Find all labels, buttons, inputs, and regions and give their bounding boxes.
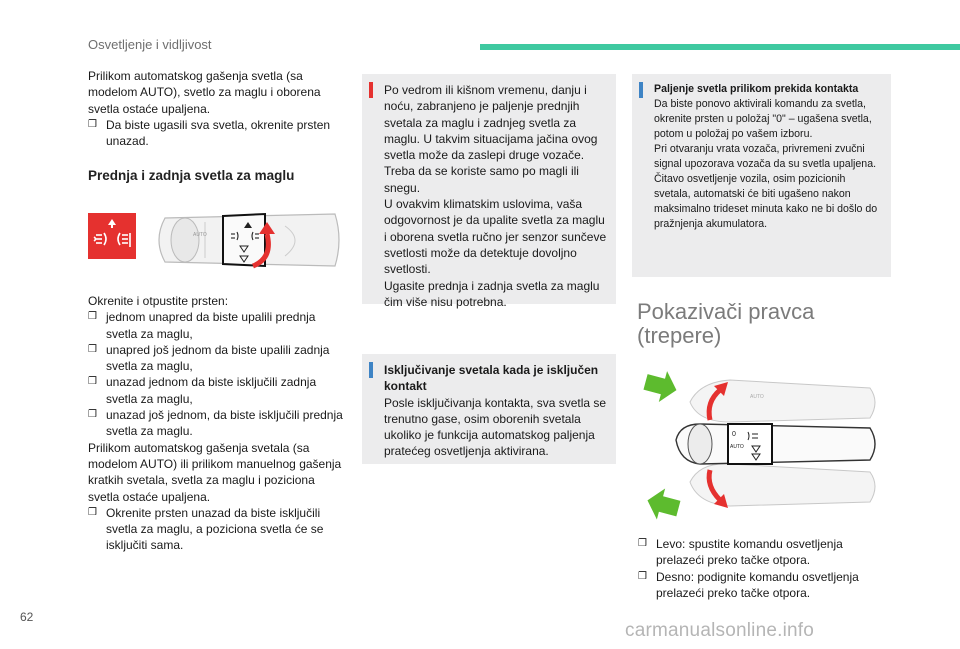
header-accent-bar <box>480 44 960 50</box>
list-item: ❒ jednom unapred da biste upalili prednja svetla za maglu, <box>88 309 346 342</box>
turn-signals-title: Pokazivači pravca (trepere) <box>637 299 815 348</box>
list-item: ❒ unazad još jednom, da biste isključili prednja svetla za maglu. <box>88 407 346 440</box>
stalk-zero-label: 0 <box>732 431 736 438</box>
intro-paragraph: Prilikom automatskog gašenja svetla (sa modelom AUTO), svetlo za maglu i oborena svetla ostaće upaljena. <box>88 69 321 116</box>
arrow-right-up-icon <box>643 366 681 404</box>
fog-lights-heading: Prednja i zadnja svetla za maglu <box>88 168 295 183</box>
info-title: Isključivanje svetala kada je isključen kontakt <box>384 363 599 394</box>
turn-signal-bullets <box>638 536 890 601</box>
arrow-left-down-icon <box>643 484 681 522</box>
fog-warning-box <box>362 74 616 309</box>
fog-off-bullet-list <box>88 505 346 554</box>
col1-turn-block <box>88 293 346 554</box>
stalk-auto-label: AUTO <box>750 394 764 400</box>
intro-bullet-list <box>88 117 346 150</box>
stalk-auto-label: AUTO <box>193 232 207 238</box>
section-header: Osvetljenje i vidljivost <box>88 37 212 52</box>
ignition-off-info-box <box>362 354 616 464</box>
auto-off-paragraph: Prilikom automatskog gašenja svetala (sa modelom AUTO) ili prilikom manuelnog gašenja kratkih svetala, svetla za maglu i poziciona svetla ostaće upaljena. <box>88 440 342 504</box>
info-text: Posle isključivanja kontakta, sva svetla se trenutno gase, osim oborenih svetala ukoliko je funkcija automatskog paljenja pratećeg osvetljenja aktivirana. <box>384 395 607 459</box>
list-item: ❒ Okrenite prsten unazad da biste isključili svetla za maglu, a poziciona svetla će se isključiti sama. <box>88 505 346 554</box>
fog-bullet-list <box>88 309 346 439</box>
list-item: ❒ unapred još jednom da biste upalili zadnja svetla za maglu, <box>88 342 346 375</box>
info-title: Paljenje svetla prilikom prekida kontakta <box>654 83 859 95</box>
list-item: ❒ unazad jednom da biste isključili zadnja svetla za maglu, <box>88 374 346 407</box>
warning-icon <box>369 82 373 98</box>
info-text: Da biste ponovo aktivirali komandu za svetla, okrenite prsten u položaj "0" – ugašena svetla, potom u položaj po vašem izboru. Pri otvaranju vrata vozača, privremeni zvučni signal upozorava vozača da su svetla upaljena. Čitavo osvetljenje vozila, osim pozicionih svetala, automatski će biti ugašeno nakon maksimalno trideset minuta kako ne bi došlo do pražnjenja akumulatora. <box>654 98 878 230</box>
warning-text: Po vedrom ili kišnom vremenu, danju i noću, zabranjeno je paljenje prednjih svetala za maglu i zadnjeg svetla za maglu. U takvim situacijama jačina ovog svetla može da zaslepi druge vozače. Treba da se koriste samo po magli ili snegu. U ovakvim klimatskim uslovima, vaša odgovornost je da upalite svetla za maglu i oborena svetla ručno jer senzor sunčeve svetlosti može da detektuje dovoljno svetlosti. Ugasite prednja i zadnja svetla za maglu čim više nisu potrebna. <box>384 83 607 309</box>
lights-on-ignition-info-box <box>632 74 891 277</box>
page-number: 62 <box>20 610 34 624</box>
col1-intro-block <box>88 68 346 149</box>
turn-instruction: Okrenite i otpustite prsten: <box>88 294 229 308</box>
list-item: ❒ Levo: spustite komandu osvetljenja prelazeći preko tačke otpora. <box>638 536 890 569</box>
info-icon <box>639 82 643 98</box>
list-item: ❒ Da biste ugasili sva svetla, okrenite prsten unazad. <box>88 117 346 150</box>
fog-light-warning-icon <box>88 213 136 259</box>
stalk-auto-label: AUTO <box>730 444 744 450</box>
watermark: carmanualsonline.info <box>625 620 815 641</box>
info-icon <box>369 362 373 378</box>
list-item: ❒ Desno: podignite komandu osvetljenja prelazeći preko tačke otpora. <box>638 569 890 602</box>
fog-light-stalk-illustration <box>145 200 345 280</box>
